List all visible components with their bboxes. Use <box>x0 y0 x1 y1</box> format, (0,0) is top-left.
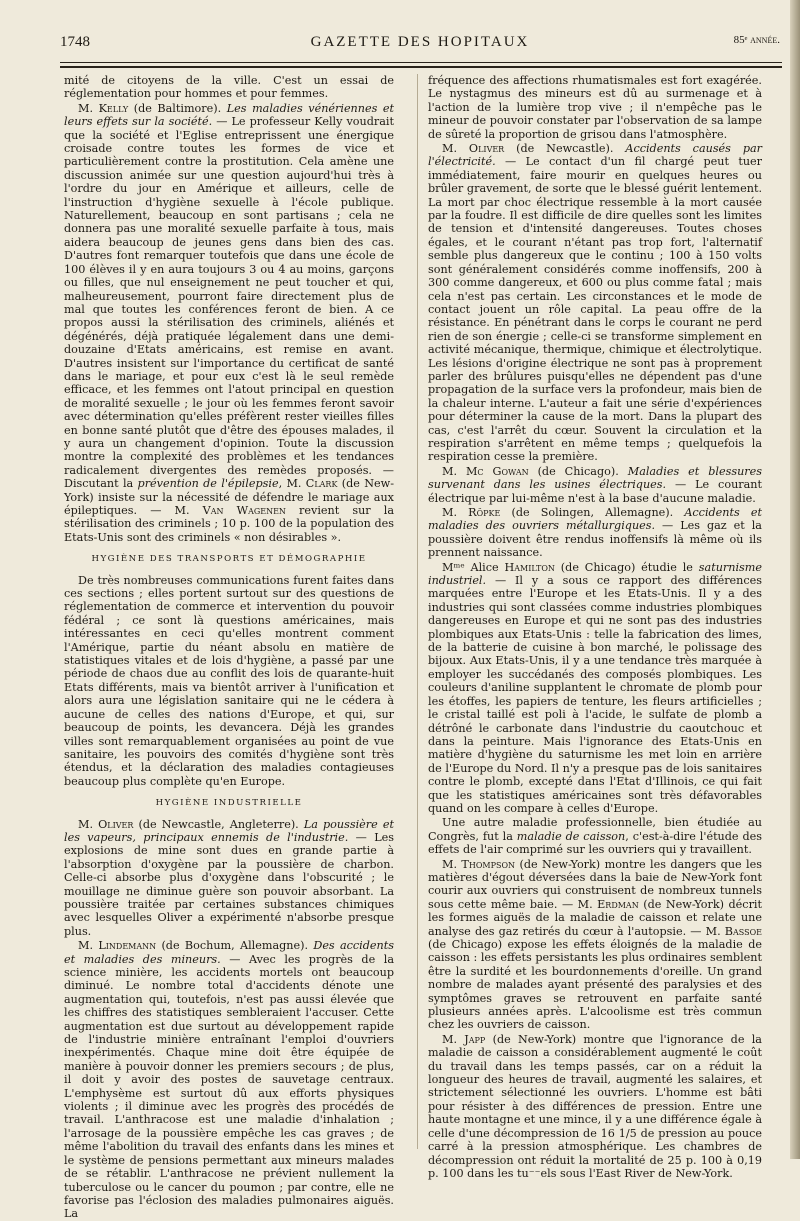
section-heading-transports: HYGIÈNE DES TRANSPORTS ET DÉMOGRAPHIE <box>91 554 367 565</box>
author-name: Kelly <box>98 101 129 115</box>
author-name: Oliver <box>98 817 134 831</box>
author-name: Japp <box>464 1032 486 1046</box>
paragraph-caisson: Une autre maladie professionnelle, bien étudiée au Congrès, fut la maladie de caisson, c'est-à-dire l'étude des effets de l'air comprimé sur les ouvriers qui y travaillent. <box>428 816 762 857</box>
right-column <box>428 74 762 1180</box>
paragraph-continuation: mité de citoyens de la ville. C'est un essai de réglementation pour hommes et pour femmes. <box>64 74 394 101</box>
author-name: Mc Gowan <box>465 464 529 478</box>
author-name: Erdman <box>597 897 639 911</box>
journal-title: GAZETTE DES HOPITAUX <box>310 34 530 50</box>
page-number: 1748 <box>60 34 90 50</box>
paper-title: Accidents causés par l'électricité. <box>428 142 763 169</box>
author-name: Lindemann <box>98 939 157 953</box>
paragraph-thompson: M. Thompson (de New-York) montre les dangers que les matières d'égout déversées dans la baie de New-York font courir aux ouvriers qui construisent de nombreux tunnels sous cette même baie. — M. Erdman (de New-York) décrit les formes aiguës de la maladie de caisson et relate une analyse des gaz retirés du cœur à l'autopsie. — M. Bassoe (de Chicago) expose les effets éloignés de la maladie de caisson : les effets persistants les plus ordinaires semblent être la surdité et les bourdonnements d'oreille. Un grand nombre de malades ayant présenté des paralysies et des symptômes graves se retrouvent en parfaite santé plusieurs années après. L'alcoolisme est très commun chez les ouvriers de caisson. <box>428 857 762 1032</box>
author-name: Oliver <box>468 142 505 156</box>
section-heading-industrielle: HYGIÈNE INDUSTRIELLE <box>155 798 303 809</box>
paragraph-ropke: M. Röpke (de Solingen, Allemagne). Accidents et maladies des ouvriers métallurgiques. — Les gaz et la poussière doivent être rendus inoffensifs là même où ils prennent naissance. <box>428 506 762 560</box>
paper-title: Accidents et maladies des ouvriers métallurgiques. <box>428 506 762 533</box>
author-name: Clark <box>305 477 338 491</box>
paper-title: saturnisme industriel. <box>428 560 762 588</box>
paragraph-continuation: fréquence des affections rhumatismales est fort exagérée. Le nystagmus des mineurs est dû au surmenage et à l'action de la lumière trop vive ; il n'empêche pas le mineur de pouvoir constater par l'observation de sa lampe de sûreté la proportion de grisou dans l'atmosphère. <box>428 74 762 141</box>
author-name: Van Wagenen <box>202 504 286 517</box>
author-name: Bassoe <box>724 924 762 938</box>
page-header <box>60 32 780 54</box>
author-name: Thompson <box>461 857 516 871</box>
paper-title: Des accidents et maladies des mineurs. <box>64 939 394 966</box>
column-separator <box>417 74 418 1149</box>
paragraph-lindemann: M. Lindemann (de Bochum, Allemagne). Des accidents et maladies des mineurs. — Avec les progrès de la science minière, les accidents mortels ont beaucoup diminué. Le nombre total d'accidents dénote une augmentation qui, toutefois, n'est pas aussi élevée que les chiffres des statistiques sembleraient l'accuser. Cette augmentation est due surtout au développement rapide de l'industrie minière entraînant l'emploi d'ouvriers inexpérimentés. Chaque mine doit être équipée de manière à pouvoir donner les premiers secours ; de plus, il doit y avoir des postes de sauvetage centraux. L'emphysème est surtout dû aux efforts physiques violents ; il diminue avec les progrès des procédés de travail. L'anthracose est une maladie d'inhalation ; l'arrosage de la poussière empêche les cas graves ; de même l'abolition du travail des enfants dans les mines et le système de pensions permettant aux mineurs malades de se rétablir. L'anthracose ne prévient nullement la tuberculose ou le cancer du poumon ; par contre, elle ne favorise pas l'éclosion des maladies pulmonaires aiguës. La <box>64 939 394 1221</box>
paragraph-kelly: M. Kelly (de Baltimore). Les maladies vénériennes et leurs effets sur la société. — Le professeur Kelly voudrait que la société et l'Eglise entreprissent une énergique croisade contre toutes les formes de vice et particulièrement contre la prostitution. Cela amène une discussion animée sur une question aujourd'hui très à l'ordre du jour en Amérique et ailleurs, celle de l'instruction d'hygiène sexuelle à l'école publique. Naturellement, beaucoup en sont partisans ; cela ne donnera pas une moralité sexuelle parfaite à tous, mais aidera beaucoup de jeunes gens dans bien des cas. D'autres font remarquer toutefois que dans une école de 100 élèves il y en aura toujours 3 ou 4 au moins, garçons ou filles, que nul enseignement ne peut toucher et qui, malheureusement, pourront faire directement plus de mal que toutes les conférences feront de bien. A ce propos aussi la stérilisation des criminels, aliénés et dégénérés, déjà pratiquée légalement dans une demi-douzaine d'Etats américains, est remise en avant. D'autres insistent sur l'importance du certificat de santé dans le mariage, et pour eux c'est là le seul remède efficace, et les femmes ont l'atout principal en question de moralité sexuelle ; le jour où les femmes feront savoir avec détermination qu'elles préfèrent rester vieilles filles en bonne santé plutôt que d'être des épouses malades, il y aura un changement d'opinion. Toute la discussion montre la complexité des problèmes et les tendances radicalement divergentes des remèdes proposés. — Discutant la prévention de l'épilepsie, M. Clark (de New-York) insiste sur la nécessité de défendre le mariage aux épileptiques. — M. Van Wagenen revient sur la stérilisation des criminels ; 10 p. 100 de la population des Etats-Unis sont des criminels « non désirables ». <box>64 101 394 544</box>
header-rule-thick <box>60 66 782 68</box>
paragraph-oliver: M. Oliver (de Newcastle, Angleterre). La poussière et les vapeurs, principaux ennemis de l'industrie. — Les explosions de mine sont dues en grande partie à l'absorption d'oxygène par la poussière de charbon. Celle-ci absorbe plus d'oxygène dans l'obscurité ; le mouillage ne diminue guère son pouvoir absorbant. La poussière traitée par certaines substances chimiques avec lesquelles Oliver a expérimenté n'absorbe presque plus. <box>64 817 394 938</box>
paper-title: Maladies et blessures survenant dans les usines électriques. <box>428 464 762 492</box>
author-name: Hamilton <box>504 560 555 574</box>
paper-title: La poussière et les vapeurs, principaux ennemis de l'industrie. <box>64 817 394 844</box>
paragraph-japp: M. Japp (de New-York) montre que l'ignorance de la maladie de caisson a considérablement augmenté le coût du travail dans les temps passés, car on a réduit la longueur des heures de travail, augmenté les salaires, et strictement sélectionné les ouvriers. L'homme est bâti pour résister à des différences de pression. Entre une haute montagne et une mince, il y a une différence égale à celle d'une décompression de 16 1/5 de pression au pouce carré à la pression atmosphérique. Les chambres de décompression ont réduit la mortalité de 25 p. 100 à 0,19 p. 100 dans les tu⁻⁻els sous l'East River de New-York. <box>428 1032 762 1180</box>
volume-year: 85ᵉ année. <box>733 34 780 46</box>
paper-title: Les maladies vénériennes et leurs effets sur la société. <box>64 101 394 129</box>
page-edge-shadow <box>790 0 800 1159</box>
left-column <box>64 74 394 1221</box>
header-rule-thin <box>60 62 782 63</box>
author-name: Röpke <box>468 506 501 519</box>
paragraph-transports: De très nombreuses communications furent faites dans ces sections ; elles portent surtout sur des questions de réglementation de commerce et intervention du pouvoir fédéral ; ce sont là questions américaines, mais intéressantes en ceci qu'elles montrent comment l'Amérique, partie du néant absolu en matière de statistiques vitales et de lois d'hygiène, a passé par une période de chaos due au conflit des lois de quarante-huit Etats différents, mais va bientôt arriver à l'unification et alors aura une législation sanitaire qui ne le cédera à aucune de celles des nations d'Europe, et qui, sur beaucoup de points, les devancera. Déjà les grandes villes sont remarquablement organisées au point de vue sanitaire, les pouvoirs des comités d'hygiène sont très étendus, et la déclaration des maladies contagieuses beaucoup plus complète qu'en Europe. <box>64 573 394 788</box>
paragraph-mcgowan: M. Mc Gowan (de Chicago). Maladies et blessures survenant dans les usines électriques. — Le courant électrique par lui-même n'est à la base d'aucune maladie. <box>428 464 762 505</box>
paragraph-hamilton: Mᵐᵉ Alice Hamilton (de Chicago) étudie le saturnisme industriel. — Il y a sous ce rapport des différences marquées entre l'Europe et les Etats-Unis. Il y a des industries qui sont classées comme industries plombiques dangereuses en Europe et qui ne sont pas des industries plombiques aux Etats-Unis : telle la fabrication des limes, de la batterie de cuisine à bon marché, le polissage des bijoux. Aux Etats-Unis, il y a une tendance très marquée à employer les succédanés des composés plombiques. Les couleurs d'aniline supplantent le chromate de plomb pour les étoffes, les papiers de tenture, les fleurs artificielles ; le cristal taillé est poli à l'acide, le sulfate de plomb a détrôné le carbonate dans l'industrie du caoutchouc et dans la peinture. Mais l'ignorance des Etats-Unis en matière d'hygiène du saturnisme les met loin en arrière de l'Europe du Nord. Il n'y a presque pas de lois sanitaires contre le plomb, excepté dans l'Etat d'Illinois, ce qui fait que les statistiques américaines sont très défavorables quand on les compare à celles d'Europe. <box>428 560 762 815</box>
paragraph-oliver-electricite: M. Oliver (de Newcastle). Accidents causés par l'électricité. — Le contact d'un fil chargé peut tuer immédiatement, faire mourir en quelques heures ou brûler gravement, de sorte que le blessé guérit lentement. La mort par choc électrique ressemble à la mort causée par la foudre. Il est difficile de dire quelles sont les limites de tension et d'intensité dangereuses. Toutes choses égales, et le courant n'étant pas trop fort, l'alternatif semble plus dangereux que le continu ; 100 à 150 volts sont généralement considérés comme inoffensifs, 200 à 300 comme dangereux, et 600 ou plus comme fatal ; mais cela n'est pas certain. Les circonstances et le mode de contact jouent un rôle capital. La peau offre de la résistance. En pénétrant dans le corps le courant ne perd rien de son énergie ; celle-ci se transforme simplement en activité mécanique, thermique, chimique et électrolytique. Les lésions d'origine électrique ne sont pas à proprement parler des brûlures puisqu'elles ne dépendent pas d'une propagation de la surface vers la profondeur, mais bien de la chaleur interne. L'auteur a fait une série d'expériences pour déterminer la cause de la mort. Dans la plupart des cas, c'est l'arrêt du cœur. Souvent la circulation et la respiration s'arrêtent en même temps ; quelquefois la respiration cesse la première. <box>428 142 763 464</box>
